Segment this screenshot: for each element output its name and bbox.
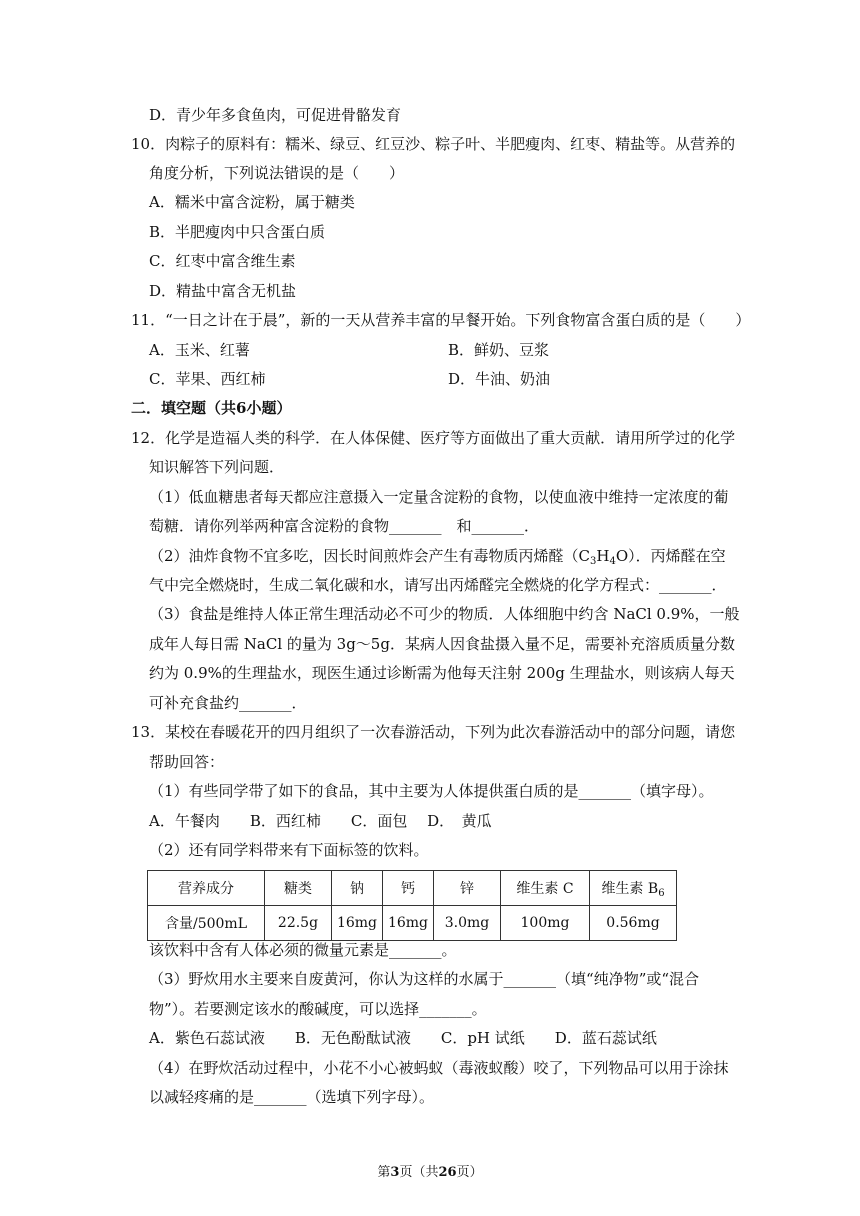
question-13-part2-question: 该饮料中含有人体必须的微量元素是_______。	[149, 941, 457, 959]
question-13-part3: （3）野炊用水主要来自废黄河，你认为这样的水属于_______（填“纯净物”或“混合	[149, 970, 700, 988]
table-header-cell	[590, 871, 677, 906]
question-13-stem-cont: 帮助回答：	[149, 753, 225, 771]
table-cell: 16mg	[383, 906, 434, 941]
page-footer	[0, 1161, 860, 1180]
part2-text-h: H	[596, 547, 610, 565]
table-cell: 100mg	[501, 906, 590, 941]
option-11c: C．苹果、西红柿	[149, 370, 266, 388]
subscript-4: 4	[609, 556, 616, 567]
question-13-part3-cont: 物”）。若要测定该水的酸碱度，可以选择_______。	[149, 1000, 487, 1018]
question-13-part3-options: A．紫色石蕊试液 B．无色酚酞试液 C．pH 试纸 D．蓝石蕊试纸	[149, 1029, 657, 1047]
question-12-stem-cont: 知识解答下列问题．	[149, 458, 285, 476]
table-header-cell: 维生素 C	[501, 871, 590, 906]
question-13-part4-cont: 以减轻疼痛的是_______（选填下列字母）。	[149, 1088, 435, 1106]
question-13-stem: 13．某校在春暖花开的四月组织了一次春游活动，下列为此次春游活动中的部分问题，请您	[131, 723, 736, 741]
vitamin-b-label: 维生素 B	[601, 880, 659, 897]
option-11a: A．玉米、红薯	[149, 341, 250, 359]
table-cell: 含量/500mL	[148, 906, 265, 941]
footer-prefix: 第	[377, 1165, 391, 1180]
question-10-stem: 10．肉粽子的原料有：糯米、绿豆、红豆沙、粽子叶、半肥瘦肉、红枣、精盐等。从营养的	[131, 135, 736, 153]
total-pages: 26	[438, 1165, 457, 1180]
footer-suffix: 页）	[456, 1165, 483, 1180]
question-12-part2-cont: 气中完全燃烧时，生成二氧化碳和水，请写出丙烯醛完全燃烧的化学方程式：_______．	[149, 576, 727, 594]
question-12-part3-cont3: 可补充食盐约_______．	[149, 694, 307, 712]
table-header-cell: 钙	[383, 871, 434, 906]
question-11-stem: 11．“一日之计在于晨”，新的一天从营养丰富的早餐开始。下列食物富含蛋白质的是（ ）	[131, 311, 751, 329]
question-13-part2: （2）还有同学料带来有下面标签的饮料。	[149, 841, 429, 859]
footer-mid: 页（共	[399, 1165, 439, 1180]
table-cell: 3.0mg	[434, 906, 501, 941]
table-cell: 0.56mg	[590, 906, 677, 941]
table-row	[148, 906, 677, 941]
question-12-part1-cont: 萄糖．请你列举两种富含淀粉的食物_______ 和_______．	[149, 517, 540, 535]
question-10-stem-cont: 角度分析，下列说法错误的是（ ）	[149, 164, 405, 182]
option-10d: D．精盐中富含无机盐	[149, 282, 297, 300]
subscript-3: 3	[590, 556, 597, 567]
table-header-cell: 钠	[332, 871, 383, 906]
question-12-part2	[149, 546, 726, 572]
part2-text-a: （2）油炸食物不宜多吃，因长时间煎炸会产生有毒物质丙烯醛（C	[149, 547, 591, 565]
question-12-part1: （1）低血糖患者每天都应注意摄入一定量含淀粉的食物，以使血液中维持一定浓度的葡	[149, 488, 729, 506]
table-header-cell: 锌	[434, 871, 501, 906]
question-13-part4: （4）在野炊活动过程中，小花不小心被蚂蚁（毒液蚁酸）咬了，下列物品可以用于涂抹	[149, 1059, 729, 1077]
question-12-stem: 12．化学是造福人类的科学．在人体保健、医疗等方面做出了重大贡献．请用所学过的化学	[131, 429, 736, 447]
option-10a: A．糯米中富含淀粉，属于糖类	[149, 193, 355, 211]
subscript-6: 6	[658, 887, 665, 899]
option-9d: D．青少年多食鱼肉，可促进骨骼发育	[149, 106, 402, 124]
part2-text-b: O）．丙烯醛在空	[615, 547, 726, 565]
question-12-part3-cont1: 成年人每日需 NaCl 的量为 3g～5g．某病人因食盐摄入量不足，需要补充溶质质量分数	[149, 635, 735, 653]
table-cell: 22.5g	[265, 906, 332, 941]
question-13-part1: （1）有些同学带了如下的食品，其中主要为人体提供蛋白质的是_______（填字母）。	[149, 782, 714, 800]
table-cell: 16mg	[332, 906, 383, 941]
question-12-part3-cont2: 约为 0.9%的生理盐水，现医生通过诊断需为他每天注射 200g 生理盐水，则该病人每天	[149, 664, 735, 682]
page-number: 3	[390, 1165, 400, 1180]
option-10c: C．红枣中富含维生素	[149, 252, 296, 270]
option-10b: B．半肥瘦肉中只含蛋白质	[149, 223, 326, 241]
nutrition-table	[147, 870, 677, 941]
option-11b: B．鲜奶、豆浆	[448, 341, 550, 359]
question-12-part3: （3）食盐是维持人体正常生理活动必不可少的物质．人体细胞中约含 NaCl 0.9%，一般	[149, 605, 740, 623]
table-header-row	[148, 871, 677, 906]
table-header-cell: 营养成分	[148, 871, 265, 906]
option-11d: D．牛油、奶油	[448, 370, 551, 388]
question-13-part1-options: A．午餐肉 B．西红柿 C．面包 D． 黄瓜	[149, 812, 492, 830]
table-header-cell: 糖类	[265, 871, 332, 906]
section-heading-fill-in: 二．填空题（共6小题）	[131, 399, 292, 417]
